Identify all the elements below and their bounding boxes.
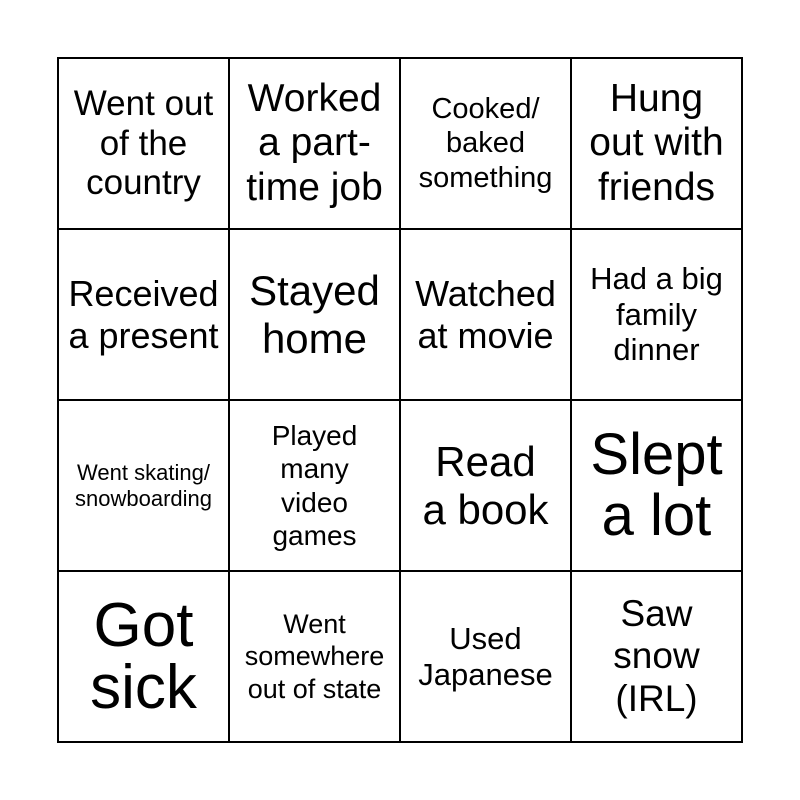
cell-label: Played many video games: [271, 420, 358, 551]
bingo-cell[interactable]: [401, 230, 572, 401]
bingo-cell[interactable]: [401, 59, 572, 230]
bingo-cell[interactable]: [59, 572, 230, 743]
cell-label: Read a book: [422, 437, 549, 533]
bingo-cell[interactable]: [572, 401, 743, 572]
cell-label: Had a big family dinner: [590, 260, 723, 368]
bingo-cell[interactable]: [230, 230, 401, 401]
bingo-cell[interactable]: [401, 401, 572, 572]
cell-label: Hung out with friends: [589, 76, 724, 209]
bingo-cell[interactable]: [572, 572, 743, 743]
bingo-cell[interactable]: [572, 59, 743, 230]
cell-label: Cooked/ baked something: [418, 93, 553, 194]
bingo-cell[interactable]: [230, 401, 401, 572]
cell-label: Went out of the country: [73, 83, 214, 203]
cell-label: Went somewhere out of state: [244, 608, 385, 704]
cell-label: Slept a lot: [590, 421, 723, 548]
cell-label: Worked a part- time job: [246, 76, 383, 209]
bingo-cell[interactable]: [230, 572, 401, 743]
cell-label: Saw snow (IRL): [613, 593, 700, 719]
bingo-cell[interactable]: [572, 230, 743, 401]
bingo-cell[interactable]: [230, 59, 401, 230]
cell-label: Watched at movie: [415, 273, 556, 356]
bingo-cell[interactable]: [59, 230, 230, 401]
cell-label: Used Japanese: [418, 620, 553, 692]
bingo-board: [57, 57, 743, 743]
cell-label: Went skating/ snowboarding: [75, 459, 212, 511]
bingo-cell[interactable]: [401, 572, 572, 743]
cell-label: Got sick: [90, 590, 197, 722]
cell-label: Stayed home: [249, 266, 380, 362]
cell-label: Received a present: [68, 273, 219, 356]
bingo-cell[interactable]: [59, 59, 230, 230]
bingo-cell[interactable]: [59, 401, 230, 572]
